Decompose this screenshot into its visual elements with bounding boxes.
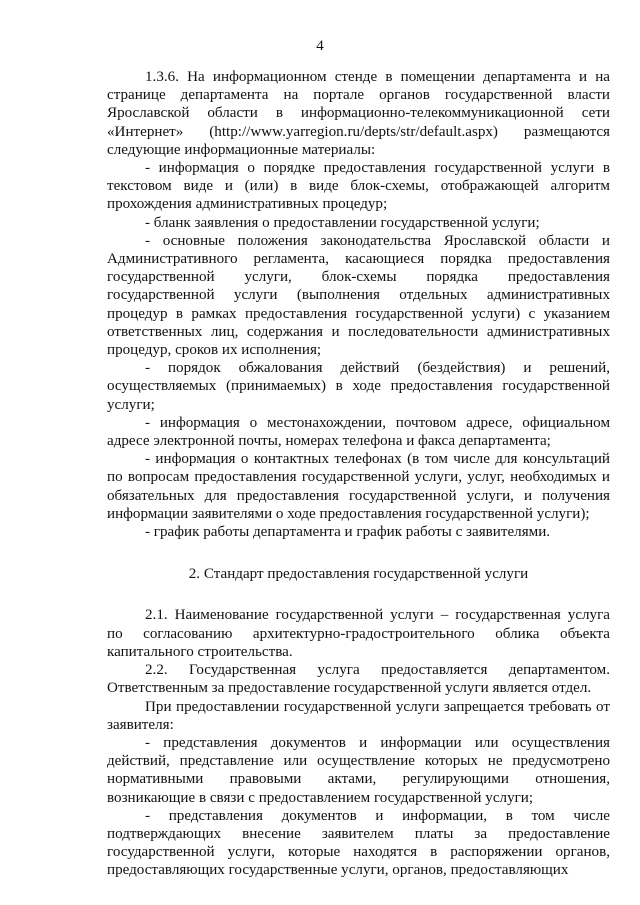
document-body bbox=[107, 68, 610, 880]
list-item-legislation: - основные положения законодательства Ярославской области и Административного регламента, касающиеся порядка предоставления государственной услуги, блок-схемы порядка предоставления государственной услуги (выполнения отдельных административных процедур в рамках предоставления государственной услуги) с указанием ответственных лиц, содержания и последовательности административных процедур, сроков их исполнения; bbox=[107, 232, 610, 359]
paragraph-2-2: 2.2. Государственная услуга предоставляется департаментом. Ответственным за предоставление государственной услуги является отдел. bbox=[107, 662, 610, 697]
list-item-work-schedule: - график работы департамента и график работы с заявителями. bbox=[145, 524, 551, 541]
paragraph-2-1: 2.1. Наименование государственной услуги – государственная услуга по согласованию архитектурно-градостроительного облика объекта капитального строительства. bbox=[107, 607, 610, 660]
paragraph-prohibition-intro: При предоставлении государственной услуги запрещается требовать от заявителя: bbox=[107, 698, 610, 733]
list-item-procedure-info: - информация о порядке предоставления государственной услуги в текстовом виде и (или) в виде блок-схемы, отображающей алгоритм прохождения административных процедур; bbox=[107, 160, 610, 213]
list-item-contact-phones: - информация о контактных телефонах (в том числе для консультаций по вопросам предоставления государственной услуги, услуг, необходимых и обязательных для предоставления государственной услуги, и получения информации заявителями о ходе предоставления государственной услуги); bbox=[107, 451, 610, 522]
paragraph-1-3-6: 1.3.6. На информационном стенде в помещении департамента и на странице департамента на портале органов государственной власти Ярославской области в информационно-телекоммуникационной сети «Интернет» (http://www.yarregion.ru/depts/str/default.aspx) размещаются следующие информационные материалы: bbox=[107, 69, 610, 158]
section-heading: 2. Стандарт предоставления государственной услуги bbox=[188, 566, 529, 583]
list-item-prohibition-2: - представления документов и информации, в том числе подтверждающих внесение заявителем платы за предоставление государственной услуги, которые находятся в распоряжении органов, предоставляющих государственные услуги, органов, предоставляющих bbox=[107, 807, 610, 879]
list-item-appeal-procedure: - порядок обжалования действий (бездействия) и решений, осуществляемых (принимаемых) в ходе предоставления государственной услуги; bbox=[107, 360, 610, 413]
page-number: 4 bbox=[316, 38, 324, 54]
list-item-application-form: - бланк заявления о предоставлении государственной услуги; bbox=[145, 214, 540, 231]
list-item-location-info: - информация о местонахождении, почтовом адресе, официальном адресе электронной почты, номерах телефона и факса департамента; bbox=[107, 414, 610, 450]
list-item-prohibition-1: - представления документов и информации или осуществления действий, представление или осуществление которых не предусмотрено нормативными правовыми актами, регулирующими отношения, возникающие в связи с предоставлением государственной услуги; bbox=[107, 734, 610, 806]
